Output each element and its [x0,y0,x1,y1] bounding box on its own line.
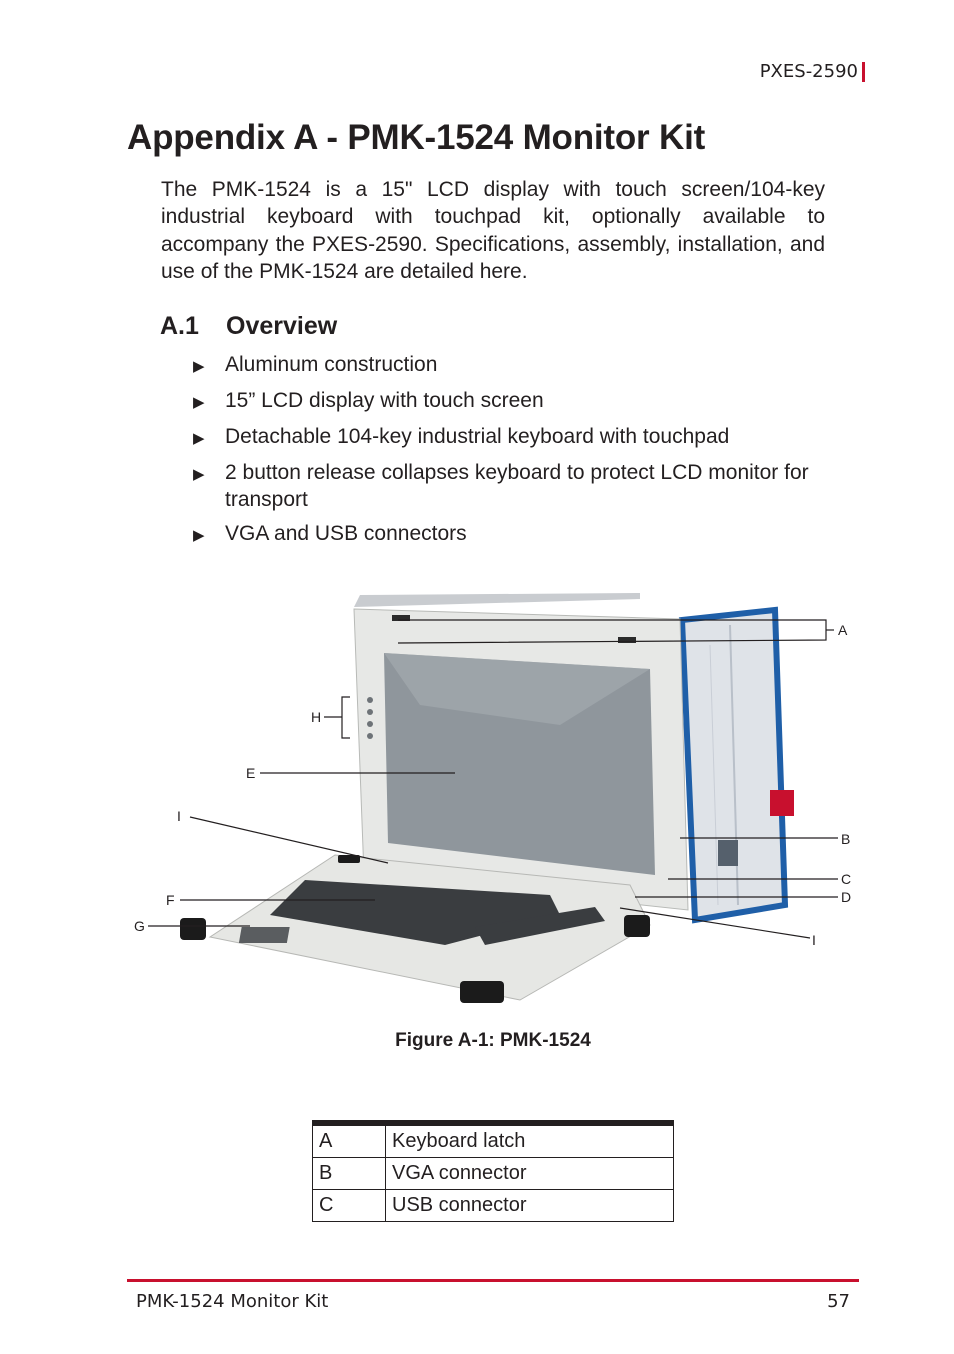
legend-key: A [313,1123,386,1158]
table-row [313,1190,674,1222]
legend-key: B [313,1158,386,1190]
footer-chapter-title: PMK-1524 Monitor Kit [136,1291,329,1312]
header-accent-bar [862,62,865,82]
bullet-arrow-icon: ▶ [193,527,205,544]
red-latch-icon [770,790,794,816]
page-number: 57 [827,1291,850,1312]
callout-e: E [246,765,256,781]
bumper-icon [180,918,206,940]
legend-key: C [313,1190,386,1222]
callout-f: F [166,892,175,908]
list-item: ▶ 15” LCD display with touch screen [193,387,833,416]
callout-i-left: I [177,808,181,824]
legend-description: Keyboard latch [386,1123,674,1158]
bullet-arrow-icon: ▶ [193,394,205,411]
touchpad-icon [239,927,290,943]
usb-port-icon [718,840,738,866]
indicator-led-icon [367,697,373,703]
table-row [313,1123,674,1158]
header-product-name: PXES-2590 [759,61,858,82]
callout-d: D [841,889,852,905]
bullet-arrow-icon: ▶ [193,358,205,375]
table-row [313,1158,674,1190]
legend-description: USB connector [386,1190,674,1222]
bullet-arrow-icon: ▶ [193,466,205,483]
section-heading [160,312,337,341]
callout-i-right: I [812,932,816,948]
page-title: Appendix A - PMK-1524 Monitor Kit [127,118,706,157]
bumper-icon [624,915,650,937]
bullet-arrow-icon: ▶ [193,430,205,447]
list-item: ▶ VGA and USB connectors [193,520,833,549]
section-title: Overview [226,312,338,340]
latch-icon [618,637,636,643]
bumper-icon [460,981,504,1003]
indicator-led-icon [367,709,373,715]
callout-h: H [311,709,322,725]
footer-rule [127,1279,859,1282]
callout-g: G [134,918,145,934]
list-item: ▶ Aluminum construction [193,351,833,380]
figure-caption: Figure A-1: PMK-1524 [395,1030,591,1051]
callout-b: B [841,831,851,847]
chassis-illustration [676,610,794,920]
list-item: ▶ 2 button release collapses keyboard to protect LCD monitor for transport [193,461,809,511]
legend-description: VGA connector [386,1158,674,1190]
callout-a: A [838,622,848,638]
list-item: ▶ Detachable 104-key industrial keyboard with touchpad [193,423,833,452]
product-figure [120,585,860,1025]
callout-c: C [841,871,852,887]
feature-list [193,351,833,556]
legend-table [312,1120,674,1222]
intro-paragraph: The PMK-1524 is a 15" LCD display with touch screen/104-key industrial keyboard with touchpad kit, optionally available to accompany the PXES-2590. Specifications, assembly, installation, and use of the PMK-1524 are detailed here. [161,178,825,283]
indicator-led-icon [367,721,373,727]
section-number: A.1 [160,312,199,340]
indicator-led-icon [367,733,373,739]
